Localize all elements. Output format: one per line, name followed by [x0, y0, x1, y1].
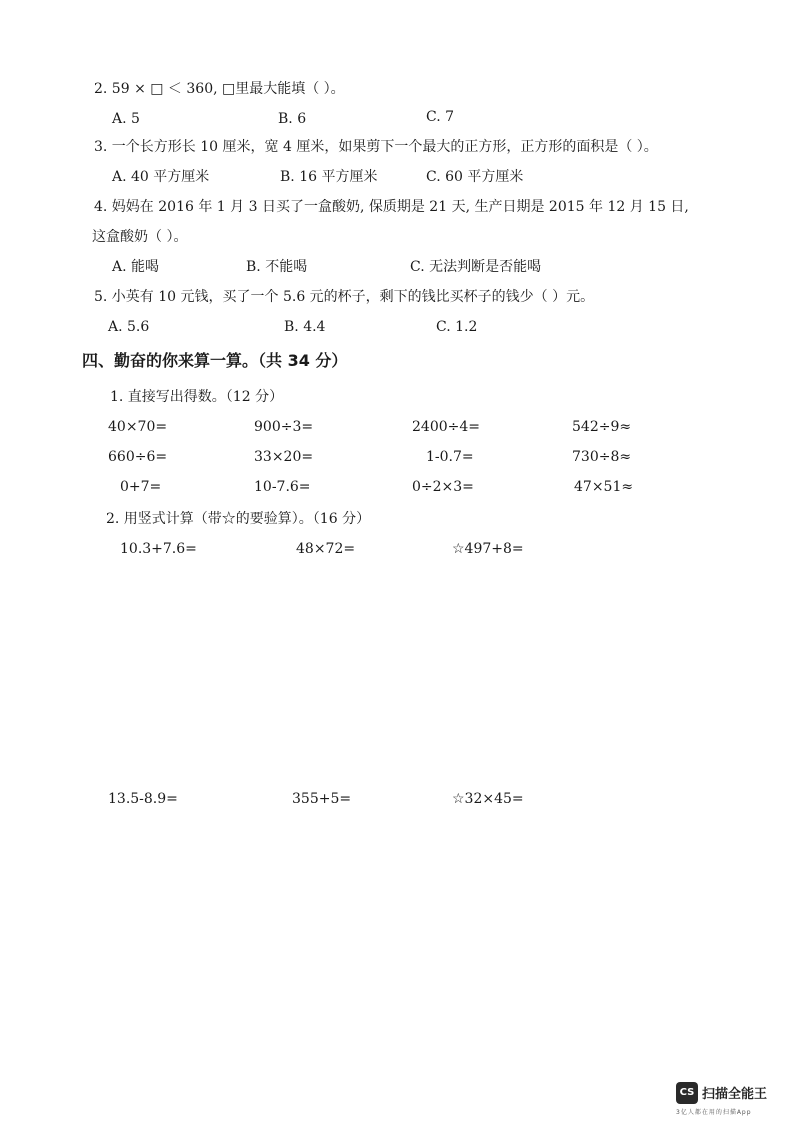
question-2-option-c: C. 7: [426, 109, 455, 125]
mental-calc-item: 730÷8≈: [572, 449, 632, 465]
vertical-calc-item: 10.3+7.6=: [120, 541, 197, 557]
part-2-title: 2. 用竖式计算（带☆的要验算）。（16 分）: [106, 511, 371, 527]
question-5-option-b: B. 4.4: [284, 319, 326, 335]
mental-calc-item: 2400÷4=: [412, 419, 480, 435]
question-4-option-c: C. 无法判断是否能喝: [410, 259, 542, 275]
mental-calc-item: 33×20=: [254, 449, 314, 465]
mental-calc-item: 542÷9≈: [572, 419, 632, 435]
vertical-calc-item: ☆32×45=: [452, 791, 524, 807]
mental-calc-item: 900÷3=: [254, 419, 314, 435]
question-3-stem: 3. 一个长方形长 10 厘米，宽 4 厘米，如果剪下一个最大的正方形，正方形的面积是（ ）。: [94, 139, 658, 155]
part-1-title: 1. 直接写出得数。（12 分）: [110, 389, 284, 405]
vertical-calc-item: ☆497+8=: [452, 541, 524, 557]
mental-calc-item: 660÷6=: [108, 449, 168, 465]
question-2-option-a: A. 5: [112, 111, 140, 127]
question-5-stem: 5. 小英有 10 元钱，买了一个 5.6 元的杯子，剩下的钱比买杯子的钱少（ ）元。: [94, 289, 595, 305]
vertical-calc-item: 13.5-8.9=: [108, 791, 178, 807]
watermark-name: 扫描全能王: [702, 1087, 768, 1102]
camscanner-logo-icon: CS: [676, 1082, 698, 1104]
mental-calc-item: 40×70=: [108, 419, 168, 435]
question-2-option-b: B. 6: [278, 111, 307, 127]
question-4-option-a: A. 能喝: [112, 259, 160, 275]
vertical-calc-item: 355+5=: [292, 791, 352, 807]
watermark-tagline: 3亿人都在用的扫描App: [676, 1109, 752, 1116]
mental-calc-item: 0+7=: [120, 479, 162, 495]
question-4-stem-continued: 这盒酸奶（ ）。: [92, 229, 188, 245]
question-4-stem: 4. 妈妈在 2016 年 1 月 3 日买了一盒酸奶, 保质期是 21 天, 生产日期是 2015 年 12 月 15 日,: [94, 199, 689, 215]
mental-calc-item: 47×51≈: [574, 479, 634, 495]
question-3-option-a: A. 40 平方厘米: [112, 169, 210, 185]
question-3-option-b: B. 16 平方厘米: [280, 169, 378, 185]
question-5-option-c: C. 1.2: [436, 319, 478, 335]
question-3-option-c: C. 60 平方厘米: [426, 169, 524, 185]
mental-calc-item: 10-7.6=: [254, 479, 311, 495]
scanner-watermark: [676, 1078, 780, 1118]
question-5-option-a: A. 5.6: [108, 319, 150, 335]
question-4-option-b: B. 不能喝: [246, 259, 308, 275]
mental-calc-item: 1-0.7=: [426, 449, 474, 465]
mental-calc-item: 0÷2×3=: [412, 479, 474, 495]
section-4-title: 四、勤奋的你来算一算。（共 34 分）: [82, 351, 348, 370]
vertical-calc-item: 48×72=: [296, 541, 356, 557]
question-2-stem: 2. 59 × □ ＜ 360, □里最大能填（ ）。: [94, 81, 345, 97]
